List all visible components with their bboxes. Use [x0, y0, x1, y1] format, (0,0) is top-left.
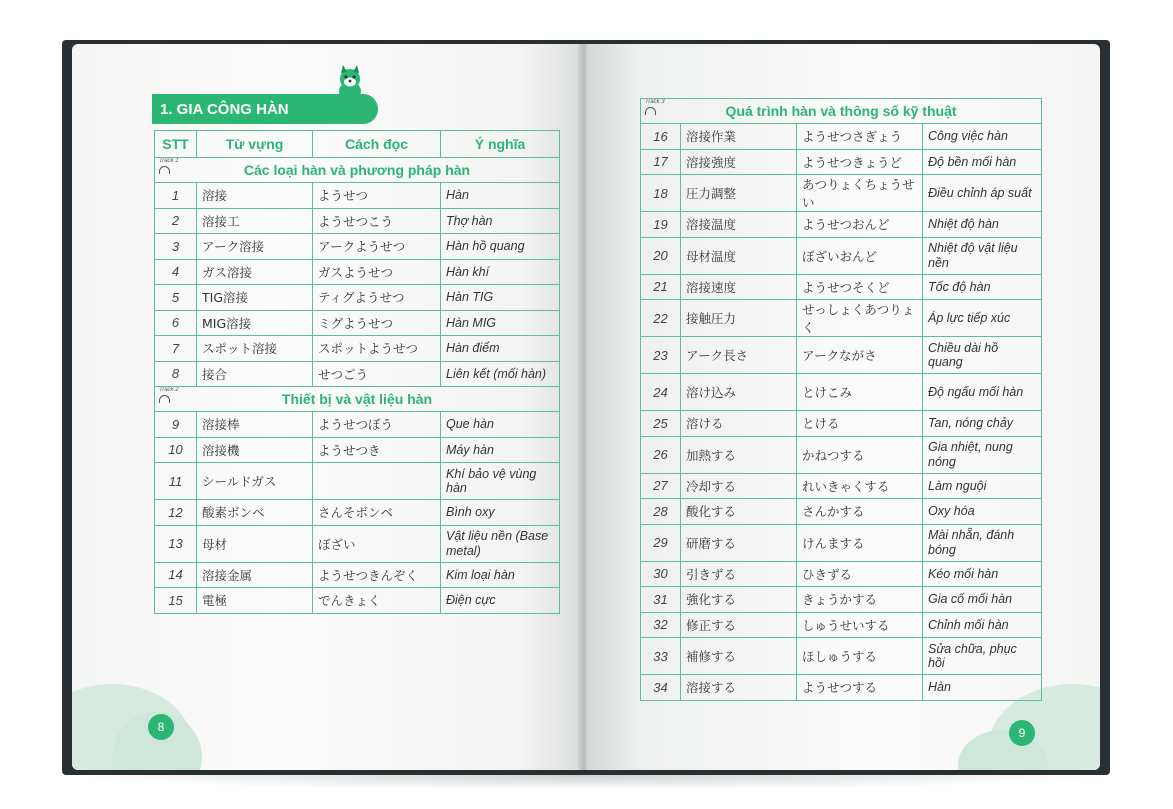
vocab-word: 溶接作業: [681, 124, 797, 150]
vocab-word: 研磨する: [681, 524, 797, 561]
row-number: 5: [155, 285, 197, 311]
table-row: [155, 361, 560, 387]
track-label: Track 1: [159, 158, 179, 164]
vocab-word: 冷却する: [681, 473, 797, 499]
table-row: [641, 411, 1042, 437]
group-header: [641, 99, 1042, 124]
vocab-reading: とける: [797, 411, 923, 437]
row-number: 14: [155, 562, 197, 588]
track-label: Track 3: [645, 99, 665, 105]
vocab-reading: ようせつする: [797, 675, 923, 701]
headphones-icon: [159, 166, 170, 174]
vocab-reading: ミグようせつ: [313, 310, 441, 336]
vocab-word: ガス溶接: [197, 259, 313, 285]
vocab-meaning: Gia nhiệt, nung nóng: [923, 436, 1042, 473]
vocab-reading: あつりょくちょうせい: [797, 175, 923, 212]
vocab-reading: ようせつこう: [313, 208, 441, 234]
table-row: [155, 310, 560, 336]
vocab-reading: きょうかする: [797, 587, 923, 613]
vocab-reading: せつごう: [313, 361, 441, 387]
group-header: [155, 387, 560, 412]
vocab-word: アーク溶接: [197, 234, 313, 260]
vocab-meaning: Hàn khí: [441, 259, 560, 285]
vocab-meaning: Làm nguội: [923, 473, 1042, 499]
row-number: 18: [641, 175, 681, 212]
row-number: 22: [641, 300, 681, 337]
row-number: 16: [641, 124, 681, 150]
vocab-meaning: Kéo mối hàn: [923, 561, 1042, 587]
vocab-meaning: Tan, nóng chảy: [923, 411, 1042, 437]
vocab-meaning: Nhiệt độ vật liệu nền: [923, 237, 1042, 274]
vocab-reading: ようせつおんど: [797, 212, 923, 238]
table-header: [155, 131, 560, 158]
vocab-reading: でんきょく: [313, 588, 441, 614]
row-number: 4: [155, 259, 197, 285]
table-row: [641, 561, 1042, 587]
vocab-word: 溶接する: [681, 675, 797, 701]
row-number: 2: [155, 208, 197, 234]
row-number: 23: [641, 337, 681, 374]
vocab-meaning: Hàn: [441, 183, 560, 209]
vocab-meaning: Vật liệu nền (Base metal): [441, 525, 560, 562]
vocab-reading: せっしょくあつりょく: [797, 300, 923, 337]
table-row: [155, 285, 560, 311]
audio-track[interactable]: [159, 158, 179, 174]
vocab-meaning: Que hàn: [441, 412, 560, 438]
vocab-reading: ひきずる: [797, 561, 923, 587]
row-number: 30: [641, 561, 681, 587]
vocab-reading: さんそボンベ: [313, 500, 441, 526]
vocab-reading: かねつする: [797, 436, 923, 473]
row-number: 28: [641, 499, 681, 525]
vocab-meaning: Điện cực: [441, 588, 560, 614]
section-title: 1. GIA CÔNG HÀN: [152, 94, 378, 124]
vocab-word: 補修する: [681, 638, 797, 675]
table-row: [155, 500, 560, 526]
vocab-reading: ようせつきょうど: [797, 149, 923, 175]
vocab-reading: ようせつきんぞく: [313, 562, 441, 588]
headphones-icon: [645, 107, 656, 115]
vocab-reading: アークながさ: [797, 337, 923, 374]
table-row: [641, 124, 1042, 150]
vocab-word: 加熱する: [681, 436, 797, 473]
left-page: [72, 44, 582, 770]
vocab-reading: けんまする: [797, 524, 923, 561]
group-header: [155, 158, 560, 183]
row-number: 34: [641, 675, 681, 701]
table-row: [155, 562, 560, 588]
vocab-reading: [313, 463, 441, 500]
row-number: 7: [155, 336, 197, 362]
table-row: [641, 374, 1042, 411]
row-number: 33: [641, 638, 681, 675]
row-number: 19: [641, 212, 681, 238]
table-row: [155, 437, 560, 463]
table-row: [641, 274, 1042, 300]
vocab-word: 溶接工: [197, 208, 313, 234]
vocab-meaning: Hàn TIG: [441, 285, 560, 311]
row-number: 20: [641, 237, 681, 274]
table-row: [155, 183, 560, 209]
audio-track[interactable]: [159, 387, 179, 403]
vocab-meaning: Hàn hồ quang: [441, 234, 560, 260]
vocab-meaning: Nhiệt độ hàn: [923, 212, 1042, 238]
vocab-reading: ぼざい: [313, 525, 441, 562]
vocab-meaning: Mài nhẵn, đánh bóng: [923, 524, 1042, 561]
table-row: [155, 588, 560, 614]
row-number: 24: [641, 374, 681, 411]
vocab-meaning: Liên kết (mối hàn): [441, 361, 560, 387]
table-row: [155, 463, 560, 500]
vocab-word: 溶接金属: [197, 562, 313, 588]
vocab-reading: ぼざいおんど: [797, 237, 923, 274]
vocab-word: MIG溶接: [197, 310, 313, 336]
column-header: Ý nghĩa: [441, 131, 560, 158]
vocab-meaning: Hàn MIG: [441, 310, 560, 336]
vocab-word: 圧力調整: [681, 175, 797, 212]
table-row: [641, 473, 1042, 499]
row-number: 9: [155, 412, 197, 438]
vocab-word: 酸素ボンベ: [197, 500, 313, 526]
row-number: 29: [641, 524, 681, 561]
track-label: Track 2: [159, 387, 179, 393]
headphones-icon: [159, 395, 170, 403]
vocab-word: 接触圧力: [681, 300, 797, 337]
table-row: [641, 587, 1042, 613]
table-row: [641, 436, 1042, 473]
vocab-meaning: Công việc hàn: [923, 124, 1042, 150]
table-row: [155, 412, 560, 438]
vocab-word: シールドガス: [197, 463, 313, 500]
page-number: 8: [148, 714, 174, 740]
vocab-word: 溶け込み: [681, 374, 797, 411]
vocab-table-left: [154, 130, 560, 614]
row-number: 3: [155, 234, 197, 260]
row-number: 26: [641, 436, 681, 473]
page-number: 9: [1009, 720, 1035, 746]
vocab-word: 強化する: [681, 587, 797, 613]
table-row: [641, 149, 1042, 175]
table-row: [641, 337, 1042, 374]
vocab-table-right: [640, 98, 1042, 701]
table-row: [155, 259, 560, 285]
column-header: Cách đọc: [313, 131, 441, 158]
column-header: STT: [155, 131, 197, 158]
vocab-word: 溶接機: [197, 437, 313, 463]
vocab-reading: ようせつぼう: [313, 412, 441, 438]
table-row: [641, 175, 1042, 212]
table-row: [155, 336, 560, 362]
table-row: [641, 237, 1042, 274]
vocab-meaning: Điều chỉnh áp suất: [923, 175, 1042, 212]
row-number: 11: [155, 463, 197, 500]
vocab-word: 溶接速度: [681, 274, 797, 300]
row-number: 13: [155, 525, 197, 562]
row-number: 17: [641, 149, 681, 175]
vocab-meaning: Bình oxy: [441, 500, 560, 526]
vocab-word: 溶接棒: [197, 412, 313, 438]
row-number: 12: [155, 500, 197, 526]
table-row: [641, 212, 1042, 238]
vocab-reading: ほしゅうする: [797, 638, 923, 675]
row-number: 32: [641, 612, 681, 638]
vocab-reading: ガスようせつ: [313, 259, 441, 285]
vocab-word: 母材: [197, 525, 313, 562]
row-number: 25: [641, 411, 681, 437]
vocab-reading: ようせつ: [313, 183, 441, 209]
vocab-meaning: Máy hàn: [441, 437, 560, 463]
vocab-meaning: Sửa chữa, phục hồi: [923, 638, 1042, 675]
vocab-meaning: Hàn điểm: [441, 336, 560, 362]
vocab-reading: アークようせつ: [313, 234, 441, 260]
vocab-word: 酸化する: [681, 499, 797, 525]
table-row: [155, 208, 560, 234]
vocab-reading: さんかする: [797, 499, 923, 525]
row-number: 15: [155, 588, 197, 614]
vocab-reading: ようせつさぎょう: [797, 124, 923, 150]
group-title: Thiết bị và vật liệu hàn: [281, 391, 433, 407]
vocab-meaning: Độ bền mối hàn: [923, 149, 1042, 175]
vocab-word: 溶接温度: [681, 212, 797, 238]
vocab-word: 溶接強度: [681, 149, 797, 175]
vocab-meaning: Gia cố mối hàn: [923, 587, 1042, 613]
vocab-word: 溶接: [197, 183, 313, 209]
vocab-meaning: Hàn: [923, 675, 1042, 701]
table-row: [641, 300, 1042, 337]
table-row: [641, 638, 1042, 675]
row-number: 10: [155, 437, 197, 463]
row-number: 8: [155, 361, 197, 387]
row-number: 6: [155, 310, 197, 336]
vocab-reading: れいきゃくする: [797, 473, 923, 499]
vocab-word: 引きずる: [681, 561, 797, 587]
audio-track[interactable]: [645, 99, 665, 115]
table-row: [155, 525, 560, 562]
group-title: Quá trình hàn và thông số kỹ thuật: [725, 103, 957, 119]
vocab-word: 電極: [197, 588, 313, 614]
vocab-meaning: Áp lực tiếp xúc: [923, 300, 1042, 337]
table-row: [641, 612, 1042, 638]
row-number: 1: [155, 183, 197, 209]
vocab-word: 溶ける: [681, 411, 797, 437]
vocab-meaning: Kim loại hàn: [441, 562, 560, 588]
table-row: [155, 234, 560, 260]
vocab-word: 接合: [197, 361, 313, 387]
vocab-meaning: Tốc độ hàn: [923, 274, 1042, 300]
vocab-meaning: Chiều dài hồ quang: [923, 337, 1042, 374]
vocab-meaning: Oxy hóa: [923, 499, 1042, 525]
column-header: Từ vựng: [197, 131, 313, 158]
vocab-meaning: Thợ hàn: [441, 208, 560, 234]
vocab-reading: ようせつき: [313, 437, 441, 463]
row-number: 21: [641, 274, 681, 300]
row-number: 27: [641, 473, 681, 499]
table-row: [641, 524, 1042, 561]
table-row: [641, 499, 1042, 525]
vocab-word: アーク長さ: [681, 337, 797, 374]
vocab-word: 母材温度: [681, 237, 797, 274]
vocab-word: 修正する: [681, 612, 797, 638]
vocab-meaning: Chỉnh mối hàn: [923, 612, 1042, 638]
vocab-reading: スポットようせつ: [313, 336, 441, 362]
table-row: [641, 675, 1042, 701]
group-title: Các loại hàn và phương pháp hàn: [243, 162, 471, 178]
row-number: 31: [641, 587, 681, 613]
vocab-meaning: Khí bảo vệ vùng hàn: [441, 463, 560, 500]
vocab-reading: ようせつそくど: [797, 274, 923, 300]
vocab-word: TIG溶接: [197, 285, 313, 311]
vocab-reading: しゅうせいする: [797, 612, 923, 638]
vocab-meaning: Độ ngấu mối hàn: [923, 374, 1042, 411]
vocab-word: スポット溶接: [197, 336, 313, 362]
vocab-reading: ティグようせつ: [313, 285, 441, 311]
vocab-reading: とけこみ: [797, 374, 923, 411]
right-page: [588, 44, 1100, 770]
